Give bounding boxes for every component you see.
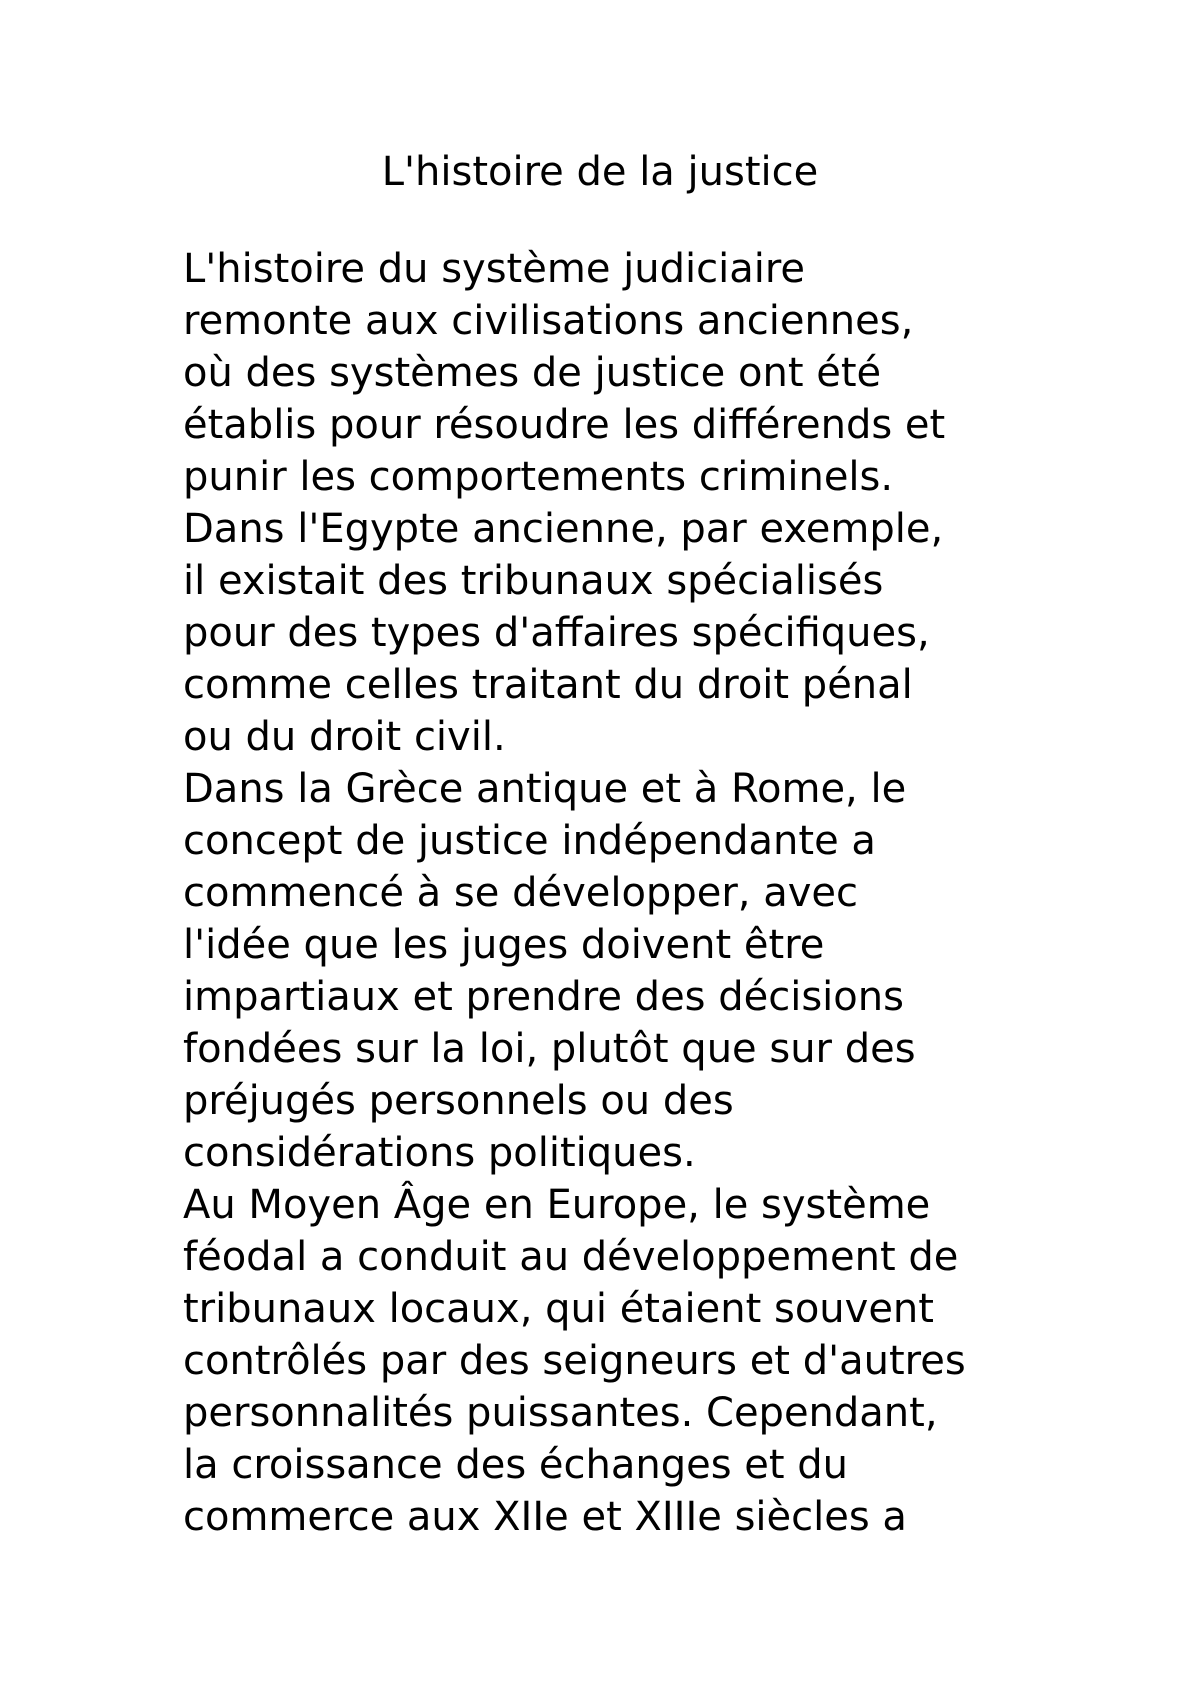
text-line: L'histoire du système judiciaire: [183, 246, 806, 292]
text-line: concept de justice indépendante a: [183, 818, 876, 864]
text-line: commerce aux XIIe et XIIIe siècles a: [183, 1494, 907, 1540]
text-line: contrôlés par des seigneurs et d'autres: [183, 1338, 966, 1384]
text-line: commencé à se développer, avec: [183, 870, 858, 916]
text-line: tribunaux locaux, qui étaient souvent: [183, 1286, 934, 1332]
text-line: la croissance des échanges et du: [183, 1442, 849, 1488]
text-line: personnalités puissantes. Cependant,: [183, 1390, 938, 1436]
text-line: considérations politiques.: [183, 1130, 696, 1176]
text-line: pour des types d'affaires spécifiques,: [183, 610, 930, 656]
text-line: préjugés personnels ou des: [183, 1078, 734, 1124]
text-line: fondées sur la loi, plutôt que sur des: [183, 1026, 916, 1072]
text-line: ou du droit civil.: [183, 714, 506, 760]
document-body: [183, 243, 1083, 1543]
text-line: impartiaux et prendre des décisions: [183, 974, 904, 1020]
text-line: où des systèmes de justice ont été: [183, 350, 882, 396]
text-line: l'idée que les juges doivent être: [183, 922, 825, 968]
text-line: Dans l'Egypte ancienne, par exemple,: [183, 506, 944, 552]
text-line: comme celles traitant du droit pénal: [183, 662, 913, 708]
text-line: remonte aux civilisations anciennes,: [183, 298, 914, 344]
text-line: Dans la Grèce antique et à Rome, le: [183, 766, 907, 812]
text-line: Au Moyen Âge en Europe, le système: [183, 1182, 931, 1228]
text-line: établis pour résoudre les différends et: [183, 402, 946, 448]
text-line: punir les comportements criminels.: [183, 454, 894, 500]
text-line: féodal a conduit au développement de: [183, 1234, 959, 1280]
document-title: L'histoire de la justice: [381, 149, 819, 195]
text-line: il existait des tribunaux spécialisés: [183, 558, 884, 604]
